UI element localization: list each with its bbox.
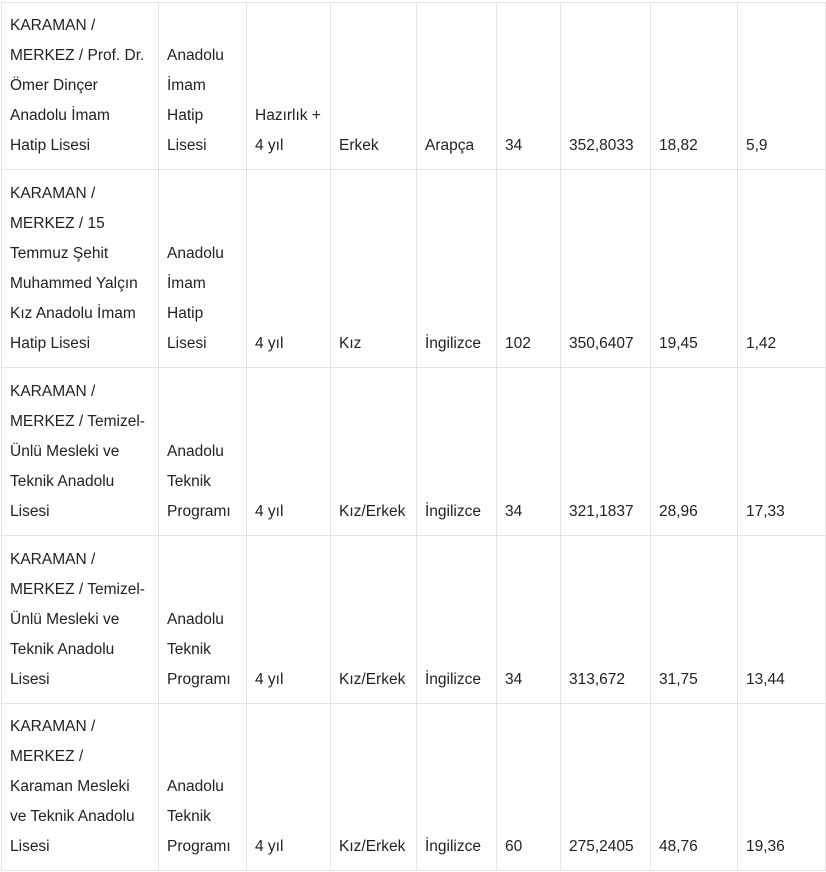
school-name-cell: KARAMAN / MERKEZ / Temizel-Ünlü Mesleki ve Teknik Anadolu Lisesi <box>2 536 159 704</box>
duration-cell: 4 yıl <box>247 704 331 871</box>
duration-cell: Hazırlık + 4 yıl <box>247 3 331 170</box>
language-cell: İngilizce <box>417 170 497 368</box>
quota-cell: 60 <box>497 704 561 871</box>
quota-cell: 34 <box>497 536 561 704</box>
duration-cell: 4 yıl <box>247 536 331 704</box>
gender-cell: Kız/Erkek <box>331 536 417 704</box>
percentile-a-cell: 48,76 <box>651 704 738 871</box>
score-cell: 350,6407 <box>561 170 651 368</box>
language-cell: Arapça <box>417 3 497 170</box>
gender-cell: Kız/Erkek <box>331 704 417 871</box>
gender-cell: Kız/Erkek <box>331 368 417 536</box>
table-row <box>2 170 826 368</box>
percentile-a-cell: 18,82 <box>651 3 738 170</box>
duration-cell: 4 yıl <box>247 170 331 368</box>
table-row <box>2 536 826 704</box>
school-name-cell: KARAMAN / MERKEZ / 15 Temmuz Şehit Muhammed Yalçın Kız Anadolu İmam Hatip Lisesi <box>2 170 159 368</box>
gender-cell: Kız <box>331 170 417 368</box>
percentile-b-cell: 1,42 <box>738 170 826 368</box>
percentile-b-cell: 13,44 <box>738 536 826 704</box>
percentile-a-cell: 19,45 <box>651 170 738 368</box>
language-cell: İngilizce <box>417 704 497 871</box>
percentile-a-cell: 28,96 <box>651 368 738 536</box>
table-row <box>2 704 826 871</box>
score-cell: 321,1837 <box>561 368 651 536</box>
school-admission-table <box>1 2 826 871</box>
school-name-cell: KARAMAN / MERKEZ / Prof. Dr. Ömer Dinçer Anadolu İmam Hatip Lisesi <box>2 3 159 170</box>
table-row <box>2 368 826 536</box>
language-cell: İngilizce <box>417 536 497 704</box>
school-name-cell: KARAMAN / MERKEZ / Temizel-Ünlü Mesleki ve Teknik Anadolu Lisesi <box>2 368 159 536</box>
percentile-b-cell: 5,9 <box>738 3 826 170</box>
score-cell: 313,672 <box>561 536 651 704</box>
percentile-b-cell: 17,33 <box>738 368 826 536</box>
table-row <box>2 3 826 170</box>
school-type-cell: Anadolu İmam Hatip Lisesi <box>159 170 247 368</box>
school-type-cell: Anadolu Teknik Programı <box>159 536 247 704</box>
language-cell: İngilizce <box>417 368 497 536</box>
score-cell: 275,2405 <box>561 704 651 871</box>
duration-cell: 4 yıl <box>247 368 331 536</box>
gender-cell: Erkek <box>331 3 417 170</box>
quota-cell: 34 <box>497 3 561 170</box>
quota-cell: 34 <box>497 368 561 536</box>
school-type-cell: Anadolu Teknik Programı <box>159 704 247 871</box>
percentile-b-cell: 19,36 <box>738 704 826 871</box>
score-cell: 352,8033 <box>561 3 651 170</box>
school-type-cell: Anadolu Teknik Programı <box>159 368 247 536</box>
school-type-cell: Anadolu İmam Hatip Lisesi <box>159 3 247 170</box>
school-name-cell: KARAMAN / MERKEZ / Karaman Mesleki ve Teknik Anadolu Lisesi <box>2 704 159 871</box>
quota-cell: 102 <box>497 170 561 368</box>
percentile-a-cell: 31,75 <box>651 536 738 704</box>
